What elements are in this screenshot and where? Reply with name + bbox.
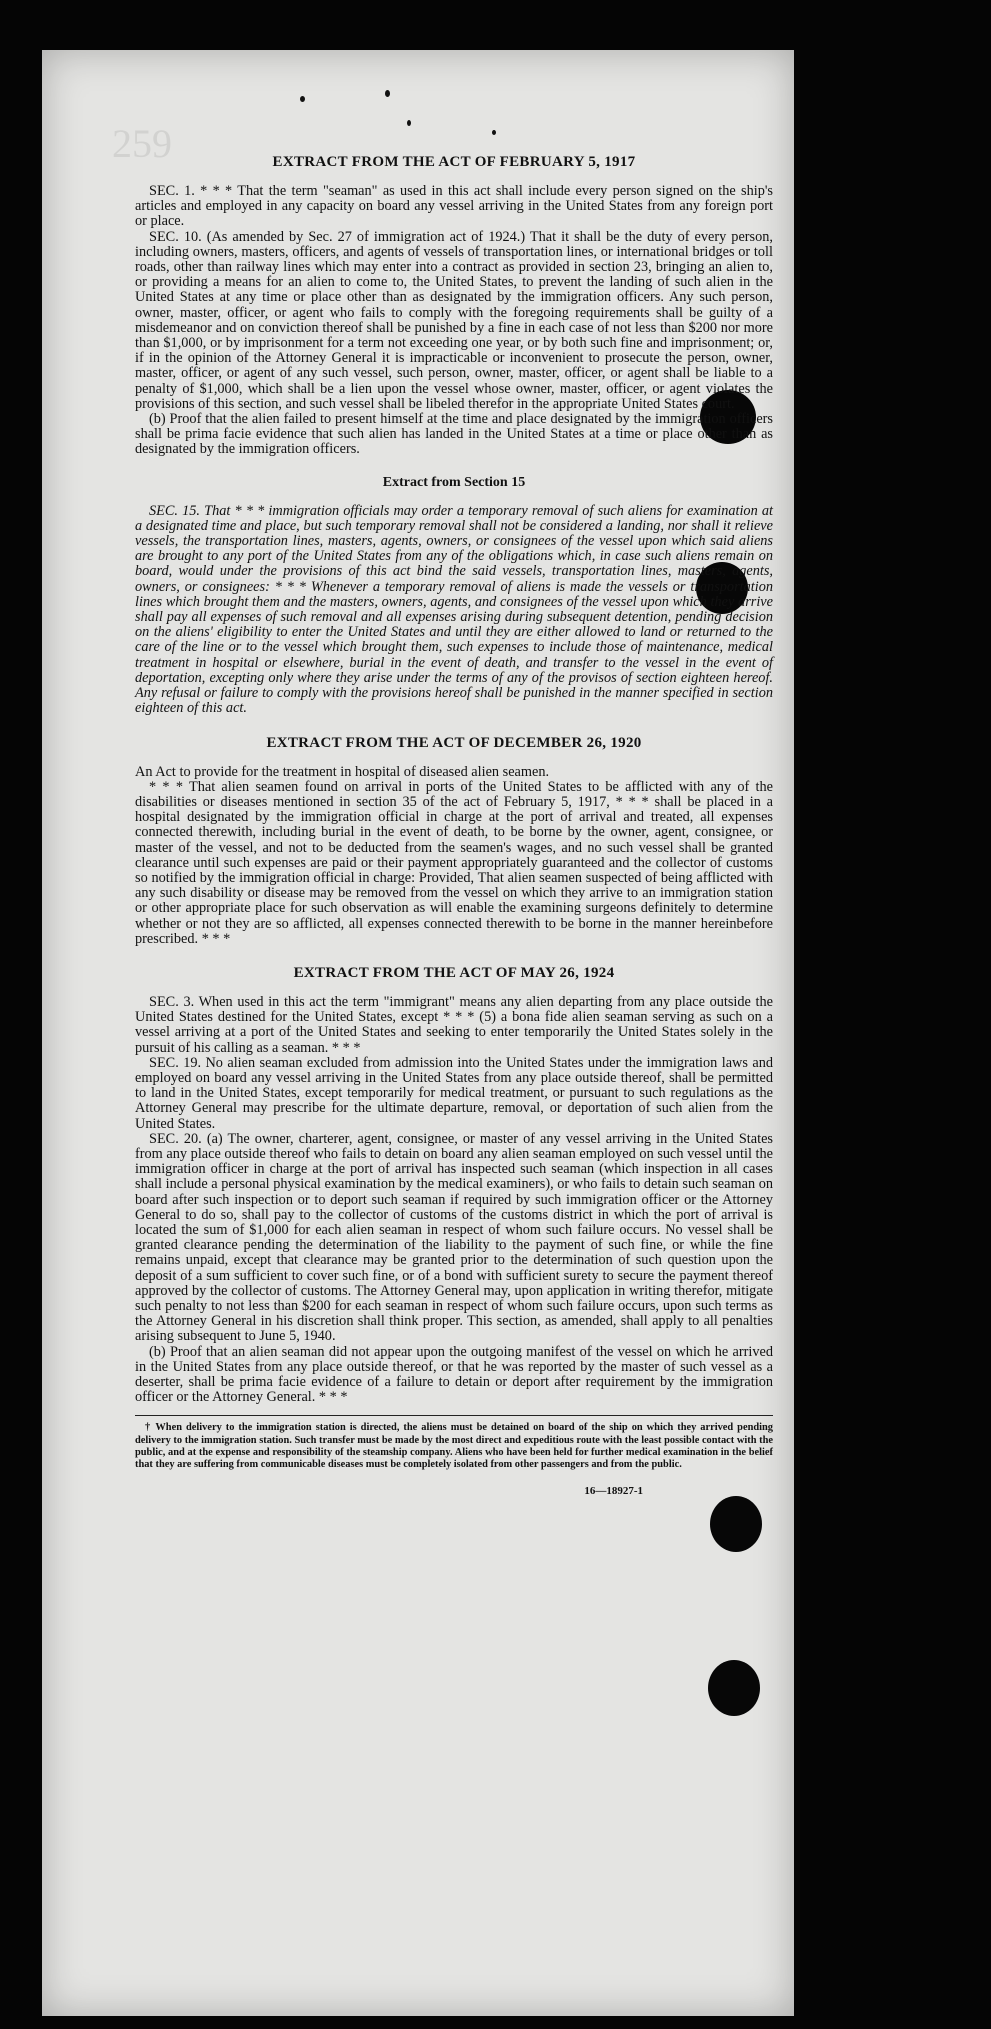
paragraph-sec10-1917: SEC. 10. (As amended by Sec. 27 of immigration act of 1924.) That it shall be the duty of every person, including owners, masters, officers, and agents of vessels of transportation lines, or international bridges or toll roads, other than railway lines which may enter into a contract as provided in section 23, bringing an alien to, or providing a means for an alien to come to, the United States, to prevent the landing of such alien in the United States at any time or place other than as designated by the immigration officers. Any such person, owner, master, officer, or agent who fails to comply with the foregoing requirements shall be guilty of a misdemeanor and on conviction thereof shall be punished by a fine in each case of not less than $200 nor more than $1,000, or by imprisonment for a term not exceeding one year, or by both such fine and imprisonment; or, if in the opinion of the Attorney General it is impracticable or inconvenient to prosecute the person, owner, master, officer, or agent of any such vessel, such person, owner, master, officer, or agent shall be liable to a penalty of $1,000, which shall be a lien upon the vessel whose owner, master, officer, or agent violates the provisions of this section, and such vessel shall be libeled therefor in the appropriate United States court.	[135, 228, 773, 412]
paragraph-sec10b-1917: (b) Proof that the alien failed to present himself at the time and place designated by the immigration officers shall be prima facie evidence that such alien has landed in the United States at a time or place other than as designated by the immigration officers.	[135, 411, 773, 458]
paragraph-sec15: SEC. 15. That * * * immigration officials may order a temporary removal of such aliens for examination at a designated time and place, but such temporary removal shall not be considered a landing, nor shall it relieve vessels, the transportation lines, masters, agents, owners, or consignees of the vessel upon which said aliens are brought to any port of the United States from any of the obligations which, in case such aliens remain on board, would under the provisions of this act bind the said vessels, transportation lines, masters, agents, owners, or consignees: * * * Whenever a temporary removal of aliens is made the vessels or transportation lines which brought them and the masters, owners, agents, and consignees of the vessel upon which they arrive shall pay all expenses of such removal and all expenses arising during subsequent detention, pending decision on the aliens' eligibility to enter the United States and until they are either allowed to land or returned to the care of the line or to the vessel which brought them, such expenses to include those of maintenance, medical treatment in hospital or elsewhere, burial in the event of death, and transfer to the vessel in the event of deportation, excepting only where they arise under the terms of any of the provisos of section eighteen hereof. Any refusal or failure to comply with the provisions hereof shall be punished in the manner specified in section eighteen of this act.	[135, 502, 773, 717]
paragraph-sec20b-1924: (b) Proof that an alien seaman did not appear upon the outgoing manifest of the vessel on which he arrived in the United States from any place outside thereof, or that he was reported by the master of such vessel as a deserter, shall be prima facie evidence of a failure to detain or deport after requirement by the immigration officer or the Attorney General. * * *	[135, 1343, 773, 1406]
paragraph-sec3-1924: SEC. 3. When used in this act the term "immigrant" means any alien departing from any place outside the United States destined for the United States, except * * * (5) a bona fide alien seaman serving as such on a vessel arriving at a port of the United States and seeking to enter temporarily the United States solely in the pursuit of his calling as a seaman. * * *	[135, 993, 773, 1056]
bleed-through-number: 259	[112, 121, 172, 166]
heading-act-1920: EXTRACT FROM THE ACT OF DECEMBER 26, 1920	[266, 734, 642, 751]
form-number: 16—18927-1	[584, 1485, 643, 1498]
punch-hole	[708, 1660, 760, 1716]
scan-speck	[385, 90, 390, 97]
footnote-divider	[135, 1415, 773, 1416]
heading-act-1917: EXTRACT FROM THE ACT OF FEBRUARY 5, 1917	[272, 154, 636, 170]
heading-act-1924: EXTRACT FROM THE ACT OF MAY 26, 1924	[293, 964, 615, 981]
footnote-text: † When delivery to the immigration station is directed, the aliens must be detained on board of the ship on which they arrived pending delivery to the immigration station. Such transfer must be made by the most direct and expeditious route with the least possible contact with the public, and at the expense and responsibility of the steamship company. Aliens who have been held for further medical examination in the belief that they are suffering from communicable diseases must be completely isolated from other passengers and from the public.	[135, 1422, 773, 1471]
scan-speck	[407, 120, 411, 126]
paragraph-act-title-1920: An Act to provide for the treatment in hospital of diseased alien seamen.	[135, 763, 550, 780]
document-page	[42, 50, 794, 2016]
paragraph-body-1920: * * * That alien seamen found on arrival in ports of the United States to be afflicted with any of the disabilities or diseases mentioned in section 35 of the act of February 5, 1917, * * * shall be placed in a hospital designated by the immigration official in charge at the port of arrival and treated, all expenses connected therewith, including burial in the event of death, to be borne by the owner, agent, consignee, or master of the vessel, and not to be deducted from the seamen's wages, and no such vessel shall be granted clearance until such expenses are paid or their payment appropriately guaranteed and the collector of customs so notified by the immigration official in charge: Provided, That alien seamen suspected of being afflicted with any such disability or disease may be removed from the vessel on which they arrive to an immigration station or other appropriate place for such observation as will enable the examining surgeons definitely to determine whether or not they are so afflicted, all expenses connected therewith to be borne in the manner hereinbefore prescribed. * * *	[135, 778, 773, 947]
heading-section-15: Extract from Section 15	[382, 474, 526, 490]
scan-speck	[300, 96, 305, 102]
paragraph-sec19-1924: SEC. 19. No alien seaman excluded from admission into the United States under the immigration laws and employed on board any vessel arriving in the United States from any place outside thereof, shall be permitted to land in the United States, except temporarily for medical treatment, or pursuant to such regulations as the Attorney General may prescribe for the ultimate departure, removal, or deportation of such alien from the United States.	[135, 1054, 773, 1132]
scan-speck	[492, 130, 496, 135]
paragraph-sec20a-1924: SEC. 20. (a) The owner, charterer, agent, consignee, or master of any vessel arriving in the United States from any place outside thereof who fails to detain on board any alien seaman employed on such vessel until the immigration officer in charge at the port of arrival has inspected such seaman (which inspection in all cases shall include a personal physical examination by the medical examiners), or who fails to detain such seaman on board after such inspection or to deport such seaman if required by such immigration officer or the Attorney General to do so, shall pay to the collector of customs of the customs district in which the port of arrival is located the sum of $1,000 for each alien seaman in respect of whom such failure occurs. No vessel shall be granted clearance pending the determination of the liability to the payment of such fine, or while the fine remains unpaid, except that clearance may be granted prior to the determination of such question upon the deposit of a sum sufficient to cover such fine, or of a bond with sufficient surety to secure the payment thereof approved by the collector of customs. The Attorney General may, upon application in writing therefor, mitigate such penalty to not less than $200 for each seaman in respect of whom such failure occurs, upon such terms as the Attorney General in his discretion shall think proper. This section, as amended, shall apply to all penalties arising subsequent to June 5, 1940.	[135, 1130, 773, 1345]
punch-hole	[710, 1496, 762, 1552]
document-body	[135, 152, 773, 1497]
paragraph-sec1-1917: SEC. 1. * * * That the term "seaman" as used in this act shall include every person signed on the ship's articles and employed in any capacity on board any vessel arriving in the United States from any foreign port or place.	[135, 183, 773, 230]
